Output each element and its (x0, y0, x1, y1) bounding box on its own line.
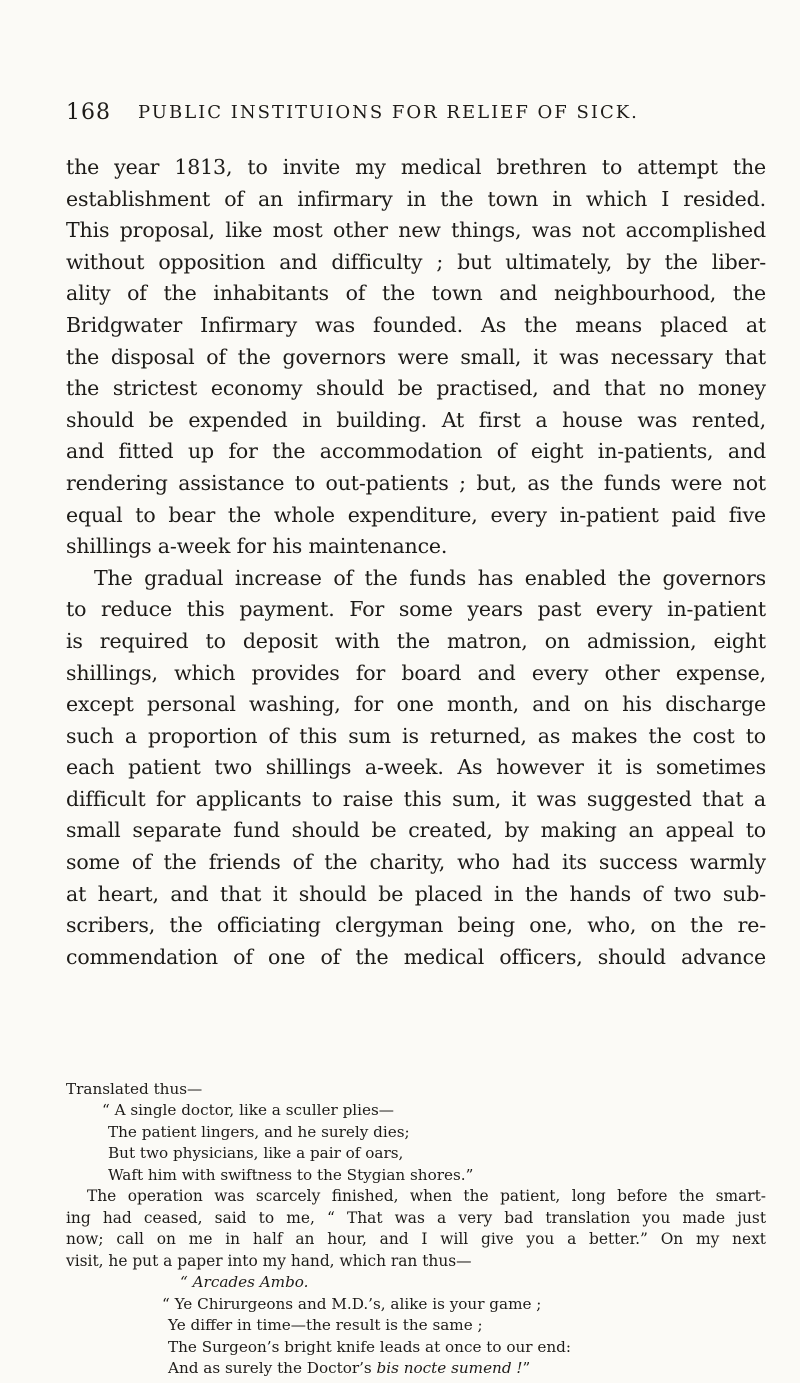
text-line: the disposal of the governors were small, it was necessary that (66, 344, 766, 369)
footnote-prose (66, 1186, 766, 1272)
verse-text: And as surely the Doctor’s (168, 1359, 377, 1377)
text-line: should be expended in building. At first a house was rented, (66, 407, 766, 432)
text-line: equal to bear the whole expenditure, every in-patient paid five (66, 502, 766, 527)
footnote-block (66, 1078, 766, 1380)
running-title: PUBLIC INSTITUIONS FOR RELIEF OF SICK. (138, 102, 639, 123)
text-line: the strictest economy should be practised, and that no money (66, 376, 766, 401)
verse-line: Waft him with swiftness to the Stygian shores.” (108, 1165, 474, 1184)
text-line: The gradual increase of the funds has enabled the governors (94, 565, 766, 590)
verse-arcades (66, 1294, 766, 1380)
text-line: each patient two shillings a-week. As however it is sometimes (66, 755, 766, 780)
paragraph-1 (66, 152, 766, 563)
text-line: is required to deposit with the matron, on admission, eight (66, 628, 766, 653)
main-text (66, 152, 766, 973)
text-line: the year 1813, to invite my medical brethren to attempt the (66, 155, 766, 179)
text-line: Bridgwater Infirmary was founded. As the means placed at (66, 312, 766, 337)
text-line: This proposal, like most other new things, was not accomplished (66, 218, 766, 243)
prose-line: ing had ceased, said to me, “ That was a very bad translation you made just (66, 1208, 766, 1227)
text-line: except personal washing, for one month, and on his discharge (66, 692, 766, 717)
verse-title-block (66, 1272, 766, 1294)
verse-translation (66, 1100, 766, 1186)
text-line: ality of the inhabitants of the town and neighbourhood, the (66, 281, 766, 306)
verse-line-last (162, 1358, 766, 1380)
footnote-label: Translated thus— (66, 1080, 203, 1098)
text-line: at heart, and that it should be placed in the hands of two sub- (66, 881, 766, 906)
prose-line: now; call on me in half an hour, and I will give you a better.” On my next (66, 1230, 766, 1248)
prose-line: visit, he put a paper into my hand, which ran thus— (66, 1251, 472, 1270)
verse-line: But two physicians, like a pair of oars, (108, 1144, 404, 1162)
text-line: without opposition and difficulty ; but ultimately, by the liber- (66, 249, 766, 274)
text-line: establishment of an infirmary in the town in which I resided. (66, 186, 766, 211)
verse-title: “ Arcades Ambo. (180, 1273, 309, 1291)
text-line: and fitted up for the accommodation of eight in-patients, and (66, 439, 766, 464)
text-line: rendering assistance to out-patients ; but, as the funds were not (66, 470, 766, 495)
text-line: shillings, which provides for board and every other expense, (66, 660, 766, 685)
text-line: scribers, the officiating clergyman being one, who, on the re- (66, 913, 766, 938)
text-line: commendation of one of the medical officers, should advance (66, 944, 766, 969)
verse-line: “ Ye Chirurgeons and M.D.’s, alike is your game ; (162, 1294, 542, 1313)
verse-line: Ye differ in time—the result is the same ; (168, 1316, 483, 1334)
text-line: small separate fund should be created, by making an appeal to (66, 818, 766, 843)
page-number: 168 (66, 100, 111, 125)
verse-line: The patient lingers, and he surely dies; (108, 1122, 410, 1141)
text-line: to reduce this payment. For some years past every in-patient (66, 597, 766, 622)
verse-line: “ A single doctor, like a sculler plies— (102, 1101, 394, 1119)
text-line: difficult for applicants to raise this sum, it was suggested that a (66, 786, 766, 811)
text-line: such a proportion of this sum is returned, as makes the cost to (66, 723, 766, 748)
text-line: shillings a-week for his maintenance. (66, 534, 448, 559)
verse-line: The Surgeon’s bright knife leads at once to our end: (168, 1337, 571, 1356)
latin-phrase: bis nocte sumend ! (376, 1359, 523, 1377)
paragraph-2 (66, 563, 766, 974)
text-line: some of the friends of the charity, who had its success warmly (66, 850, 766, 875)
prose-line: The operation was scarcely finished, when the patient, long before the smart- (87, 1187, 766, 1205)
page-header (0, 100, 800, 134)
closing-quote: ” (522, 1359, 531, 1377)
